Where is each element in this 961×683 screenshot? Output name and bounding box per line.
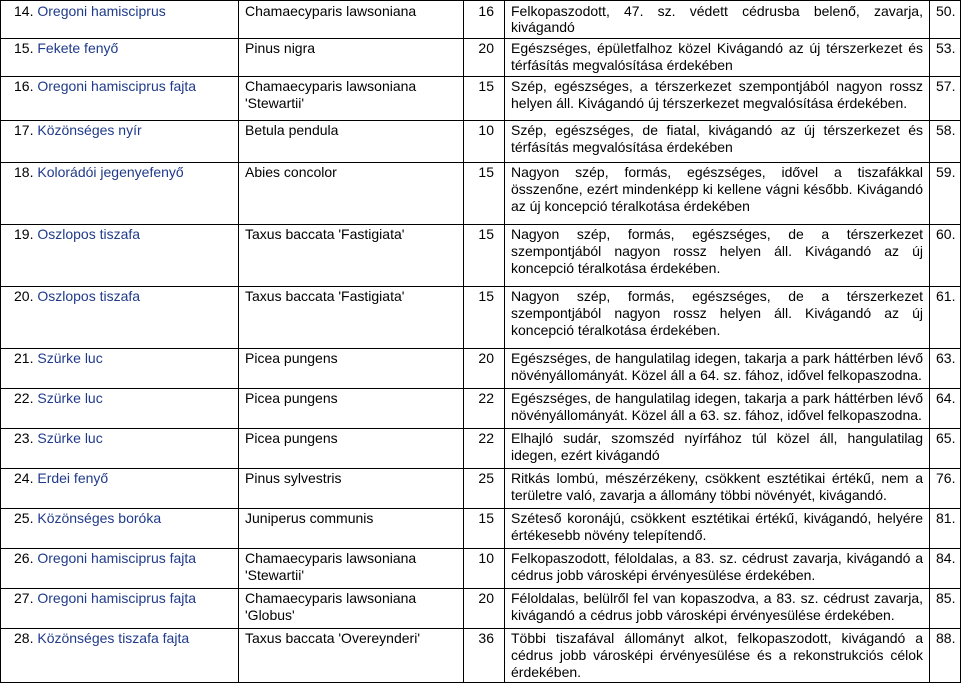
tree-latin-name: Juniperus communis bbox=[239, 508, 464, 548]
tree-size-value: 20 bbox=[464, 348, 505, 388]
tree-name-cell bbox=[1, 388, 239, 428]
row-number: 22. bbox=[14, 390, 34, 407]
row-number: 24. bbox=[14, 470, 34, 487]
tree-condition-description: Egészséges, de hangulatilag idegen, takarja a park háttérben lévő növényállományát. Közel áll a 64. sz. fához, idővel felkopaszodna. bbox=[505, 348, 930, 388]
table-row bbox=[1, 468, 961, 508]
tree-name-cell bbox=[1, 588, 239, 628]
table-row bbox=[1, 388, 961, 428]
tree-latin-name: Taxus baccata 'Fastigiata' bbox=[239, 224, 464, 286]
tree-reference-number: 76. bbox=[930, 468, 961, 508]
tree-condition-description: Nagyon szép, formás, egészséges, de a térszerkezet szempontjából nagyon rossz helyen áll. Kivágandó az új koncepció téralkotása érdekében. bbox=[505, 286, 930, 348]
tree-name-cell bbox=[1, 468, 239, 508]
tree-reference-number: 50. bbox=[930, 1, 961, 39]
tree-condition-description: Nagyon szép, formás, egészséges, idővel a tiszafákkal összenőne, ezért mindenképp ki kellene vágni később. Kivágandó az új koncepció téralkotása érdekében bbox=[505, 162, 930, 224]
table-row bbox=[1, 508, 961, 548]
tree-latin-name: Chamaecyparis lawsoniana bbox=[239, 1, 464, 39]
tree-common-name: Közönséges nyír bbox=[37, 122, 142, 139]
tree-name-cell bbox=[1, 38, 239, 76]
tree-common-name: Oszlopos tiszafa bbox=[37, 288, 141, 305]
tree-condition-description: Felkopaszodott, féloldalas, a 83. sz. cédrust zavarja, kivágandó a cédrus jobb városképi érvényesülése érdekében. bbox=[505, 548, 930, 588]
tree-size-value: 15 bbox=[464, 508, 505, 548]
tree-name-cell bbox=[1, 548, 239, 588]
table-row bbox=[1, 628, 961, 682]
tree-reference-number: 53. bbox=[930, 38, 961, 76]
table-row bbox=[1, 38, 961, 76]
tree-condition-description: Szép, egészséges, de fiatal, kivágandó az új térszerkezet és térfásítás megvalósítása érdekében bbox=[505, 120, 930, 162]
tree-name-cell bbox=[1, 120, 239, 162]
tree-common-name: Közönséges boróka bbox=[37, 510, 162, 527]
table-row bbox=[1, 224, 961, 286]
tree-size-value: 20 bbox=[464, 588, 505, 628]
tree-common-name: Erdei fenyő bbox=[37, 470, 109, 487]
table-row bbox=[1, 348, 961, 388]
table-row bbox=[1, 548, 961, 588]
tree-common-name: Oregoni hamisciprus fajta bbox=[37, 550, 197, 567]
tree-common-name: Oregoni hamisciprus fajta bbox=[37, 78, 197, 95]
tree-common-name: Szürke luc bbox=[37, 430, 103, 447]
tree-condition-description: Többi tiszafával állományt alkot, felkopaszodott, kivágandó a cédrus jobb városképi érvényesülése és a rekonstrukciós célok érdekében. bbox=[505, 628, 930, 682]
tree-common-name: Közönséges tiszafa fajta bbox=[37, 630, 190, 647]
tree-name-cell bbox=[1, 76, 239, 120]
tree-common-name: Oregoni hamisciprus fajta bbox=[37, 590, 197, 607]
tree-reference-number: 60. bbox=[930, 224, 961, 286]
table-row bbox=[1, 162, 961, 224]
tree-latin-name: Chamaecyparis lawsoniana 'Stewartii' bbox=[239, 76, 464, 120]
tree-size-value: 15 bbox=[464, 76, 505, 120]
tree-latin-name: Chamaecyparis lawsoniana 'Stewartii' bbox=[239, 548, 464, 588]
tree-reference-number: 63. bbox=[930, 348, 961, 388]
tree-size-value: 22 bbox=[464, 428, 505, 468]
tree-size-value: 16 bbox=[464, 1, 505, 39]
tree-size-value: 36 bbox=[464, 628, 505, 682]
tree-latin-name: Pinus sylvestris bbox=[239, 468, 464, 508]
tree-size-value: 20 bbox=[464, 38, 505, 76]
tree-reference-number: 58. bbox=[930, 120, 961, 162]
row-number: 26. bbox=[14, 550, 34, 567]
tree-size-value: 25 bbox=[464, 468, 505, 508]
tree-latin-name: Betula pendula bbox=[239, 120, 464, 162]
row-number: 20. bbox=[14, 288, 34, 305]
tree-name-cell bbox=[1, 508, 239, 548]
tree-reference-number: 88. bbox=[930, 628, 961, 682]
tree-common-name: Oszlopos tiszafa bbox=[37, 226, 141, 243]
tree-size-value: 15 bbox=[464, 224, 505, 286]
tree-size-value: 22 bbox=[464, 388, 505, 428]
tree-condition-description: Nagyon szép, formás, egészséges, de a térszerkezet szempontjából nagyon rossz helyen áll. Kivágandó az új koncepció téralkotása érdekében. bbox=[505, 224, 930, 286]
tree-condition-description: Ritkás lombú, mészérzékeny, csökkent esztétikai értékű, nem a területre való, zavarja a állomány többi növényét, kivágandó. bbox=[505, 468, 930, 508]
tree-reference-number: 65. bbox=[930, 428, 961, 468]
tree-condition-description: Féloldalas, belülről fel van kopaszodva, a 83. sz. cédrust zavarja, kivágandó a cédrus jobb városképi érvényesülése érdekében. bbox=[505, 588, 930, 628]
row-number: 25. bbox=[14, 510, 34, 527]
tree-condition-description: Egészséges, de hangulatilag idegen, takarja a park háttérben lévő növényállományát. Közel áll a 63. sz. fához, idővel felkopaszodna. bbox=[505, 388, 930, 428]
tree-latin-name: Picea pungens bbox=[239, 348, 464, 388]
row-number: 14. bbox=[14, 2, 34, 19]
tree-name-cell bbox=[1, 348, 239, 388]
table-row bbox=[1, 428, 961, 468]
tree-size-value: 10 bbox=[464, 120, 505, 162]
tree-size-value: 15 bbox=[464, 162, 505, 224]
tree-name-cell bbox=[1, 428, 239, 468]
row-number: 17. bbox=[14, 122, 34, 139]
tree-common-name: Fekete fenyő bbox=[37, 40, 119, 57]
tree-condition-description: Elhajló sudár, szomszéd nyírfához túl közel áll, hangulatilag idegen, ezért kivágandó bbox=[505, 428, 930, 468]
tree-name-cell bbox=[1, 1, 239, 39]
tree-condition-description: Egészséges, épületfalhoz közel Kivágandó az új térszerkezet és térfásítás megvalósítása érdekében bbox=[505, 38, 930, 76]
tree-common-name: Oregoni hamisciprus bbox=[37, 2, 166, 19]
tree-name-cell bbox=[1, 224, 239, 286]
row-number: 23. bbox=[14, 430, 34, 447]
tree-latin-name: Taxus baccata 'Fastigiata' bbox=[239, 286, 464, 348]
tree-common-name: Szürke luc bbox=[37, 350, 103, 367]
row-number: 21. bbox=[14, 350, 34, 367]
tree-latin-name: Picea pungens bbox=[239, 428, 464, 468]
table-row bbox=[1, 76, 961, 120]
tree-reference-number: 57. bbox=[930, 76, 961, 120]
tree-size-value: 15 bbox=[464, 286, 505, 348]
row-number: 28. bbox=[14, 630, 34, 647]
tree-common-name: Szürke luc bbox=[37, 390, 103, 407]
tree-latin-name: Abies concolor bbox=[239, 162, 464, 224]
tree-table-body bbox=[1, 1, 961, 683]
table-row bbox=[1, 286, 961, 348]
tree-reference-number: 59. bbox=[930, 162, 961, 224]
tree-latin-name: Picea pungens bbox=[239, 388, 464, 428]
tree-latin-name: Chamaecyparis lawsoniana 'Globus' bbox=[239, 588, 464, 628]
tree-condition-description: Felkopaszodott, 47. sz. védett cédrusba belenő, zavarja, kivágandó bbox=[505, 1, 930, 39]
tree-reference-number: 81. bbox=[930, 508, 961, 548]
tree-reference-number: 85. bbox=[930, 588, 961, 628]
tree-latin-name: Taxus baccata 'Overeynderi' bbox=[239, 628, 464, 682]
tree-reference-number: 84. bbox=[930, 548, 961, 588]
tree-condition-description: Szép, egészséges, a térszerkezet szempontjából nagyon rossz helyen áll. Kivágandó új térszerkezet megvalósítása érdekében. bbox=[505, 76, 930, 120]
row-number: 16. bbox=[14, 78, 34, 95]
tree-common-name: Kolorádói jegenyefenyő bbox=[37, 164, 184, 181]
row-number: 19. bbox=[14, 226, 34, 243]
table-row bbox=[1, 120, 961, 162]
tree-latin-name: Pinus nigra bbox=[239, 38, 464, 76]
table-row bbox=[1, 588, 961, 628]
tree-size-value: 10 bbox=[464, 548, 505, 588]
row-number: 15. bbox=[14, 40, 34, 57]
tree-name-cell bbox=[1, 286, 239, 348]
tree-name-cell bbox=[1, 162, 239, 224]
row-number: 18. bbox=[14, 164, 34, 181]
tree-condition-description: Széteső koronájú, csökkent esztétikai értékű, kivágandó, helyére értékesebb növény telepítendő. bbox=[505, 508, 930, 548]
tree-reference-number: 61. bbox=[930, 286, 961, 348]
tree-name-cell bbox=[1, 628, 239, 682]
table-row bbox=[1, 1, 961, 39]
tree-reference-number: 64. bbox=[930, 388, 961, 428]
row-number: 27. bbox=[14, 590, 34, 607]
